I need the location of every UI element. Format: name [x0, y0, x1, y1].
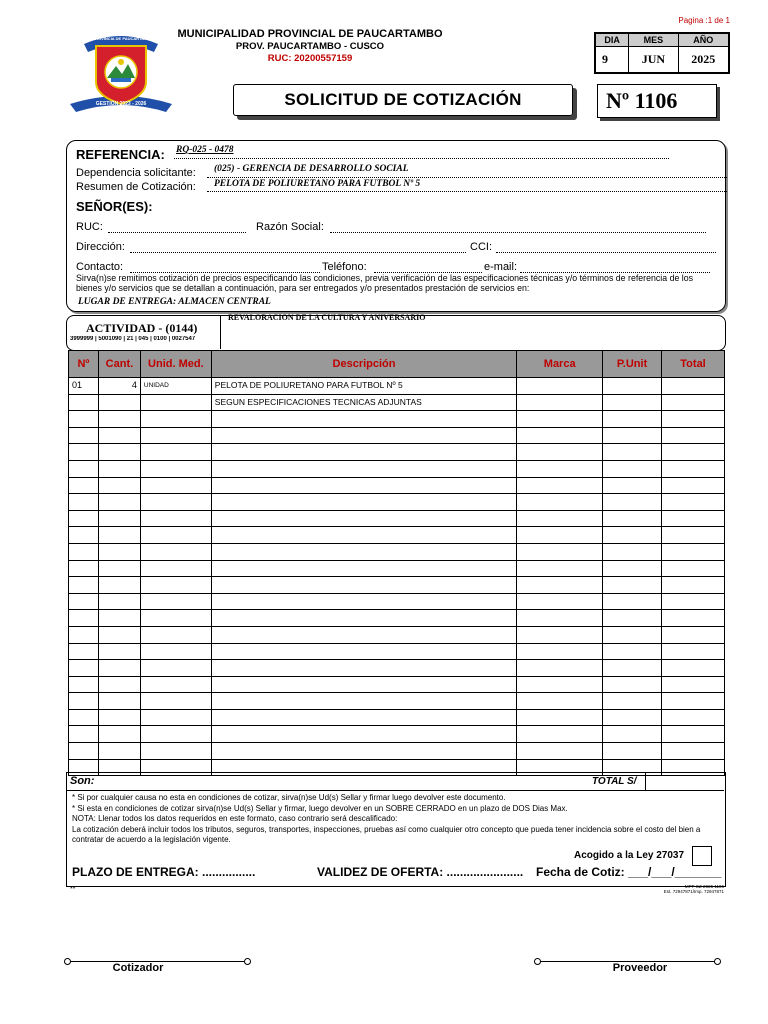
- cell-quantity: [98, 643, 140, 660]
- cell-total[interactable]: [662, 743, 725, 760]
- dependency-value: (025) - GERENCIA DE DESARROLLO SOCIAL: [214, 164, 409, 174]
- cell-number: [69, 543, 99, 560]
- col-header-number: Nº: [69, 351, 99, 378]
- document-number: Nº 1106: [597, 84, 717, 118]
- col-header-quantity: Cant.: [98, 351, 140, 378]
- acogido-checkbox[interactable]: [692, 846, 712, 866]
- table-row: [69, 693, 725, 710]
- table-row: [69, 494, 725, 511]
- cell-number: [69, 411, 99, 428]
- col-header-brand: Marca: [517, 351, 603, 378]
- cell-description: [211, 444, 516, 461]
- cell-quantity: [98, 427, 140, 444]
- cell-description: [211, 494, 516, 511]
- cell-quantity: 4: [98, 378, 140, 395]
- cell-number: [69, 693, 99, 710]
- org-name: MUNICIPALIDAD PROVINCIAL DE PAUCARTAMBO: [177, 28, 443, 40]
- cell-description: [211, 676, 516, 693]
- cell-unit-price[interactable]: [603, 676, 662, 693]
- cell-number: 01: [69, 378, 99, 395]
- cell-brand[interactable]: [517, 643, 603, 660]
- cell-brand[interactable]: [517, 560, 603, 577]
- cell-brand[interactable]: [517, 610, 603, 627]
- cci-label: CCI:: [470, 241, 492, 253]
- cell-description: [211, 560, 516, 577]
- cell-description: SEGUN ESPECIFICACIONES TECNICAS ADJUNTAS: [211, 394, 516, 411]
- cell-description: [211, 460, 516, 477]
- cell-quantity: [98, 510, 140, 527]
- cell-number: [69, 643, 99, 660]
- date-box: [594, 32, 730, 74]
- cell-total[interactable]: [662, 709, 725, 726]
- cell-unit: [140, 477, 211, 494]
- cell-description: [211, 626, 516, 643]
- cell-quantity: [98, 394, 140, 411]
- cell-quantity: [98, 660, 140, 677]
- table-row: [69, 726, 725, 743]
- page-info: Pagina :1 de 1: [678, 16, 730, 25]
- cell-unit: [140, 577, 211, 594]
- cell-total[interactable]: [662, 510, 725, 527]
- cell-unit-price[interactable]: [603, 577, 662, 594]
- cell-total[interactable]: [662, 394, 725, 411]
- table-row: [69, 394, 725, 411]
- cell-brand[interactable]: [517, 394, 603, 411]
- cotizador-label: Cotizador: [112, 962, 164, 974]
- note-3: NOTA: Llenar todos los datos requeridos en este formato, caso contrario será descalificado:: [72, 814, 398, 823]
- document-title: SOLICITUD DE COTIZACIÓN: [233, 84, 573, 116]
- cell-number: [69, 394, 99, 411]
- month-label: MES: [629, 34, 678, 47]
- phone-label: Teléfono:: [322, 261, 367, 273]
- cci-dots: [496, 248, 716, 253]
- offer-validity: VALIDEZ DE OFERTA: .......................: [317, 865, 524, 879]
- cell-unit-price[interactable]: [603, 743, 662, 760]
- cell-description: [211, 593, 516, 610]
- reference-dots: [174, 154, 669, 159]
- quote-date: Fecha de Cotiz: ___/___/_______: [536, 865, 722, 879]
- signature-dot-icon: [714, 958, 721, 965]
- cell-unit: [140, 411, 211, 428]
- cell-quantity: [98, 626, 140, 643]
- cell-unit: [140, 593, 211, 610]
- cell-brand[interactable]: [517, 477, 603, 494]
- cell-description: [211, 693, 516, 710]
- cell-number: [69, 676, 99, 693]
- year-label: AÑO: [678, 34, 729, 47]
- table-row: [69, 543, 725, 560]
- cell-total[interactable]: [662, 560, 725, 577]
- cell-unit-price[interactable]: [603, 510, 662, 527]
- cell-brand[interactable]: [517, 743, 603, 760]
- col-header-description: Descripción: [211, 351, 516, 378]
- delivery-term: PLAZO DE ENTREGA: ................: [72, 865, 256, 879]
- cell-unit: [140, 510, 211, 527]
- cell-brand[interactable]: [517, 527, 603, 544]
- table-row: [69, 709, 725, 726]
- table-row: [69, 527, 725, 544]
- cell-unit: [140, 494, 211, 511]
- footer-stars: **: [70, 886, 76, 893]
- cell-quantity: [98, 610, 140, 627]
- summary-label: Resumen de Cotización:: [76, 181, 196, 193]
- delivery-place: LUGAR DE ENTREGA: ALMACEN CENTRAL: [78, 297, 271, 307]
- cell-unit: [140, 610, 211, 627]
- cell-total[interactable]: [662, 593, 725, 610]
- cell-quantity: [98, 527, 140, 544]
- cell-brand[interactable]: [517, 693, 603, 710]
- cell-brand[interactable]: [517, 460, 603, 477]
- cell-unit-price[interactable]: [603, 477, 662, 494]
- cell-unit-price[interactable]: [603, 444, 662, 461]
- cell-number: [69, 743, 99, 760]
- cell-brand[interactable]: [517, 543, 603, 560]
- table-row: [69, 378, 725, 395]
- cell-brand[interactable]: [517, 577, 603, 594]
- son-label: Son:: [70, 775, 95, 787]
- cell-unit: UNIDAD: [140, 378, 211, 395]
- cell-description: [211, 577, 516, 594]
- table-row: [69, 510, 725, 527]
- table-row: [69, 477, 725, 494]
- address-dots: [130, 248, 466, 253]
- cell-description: [211, 709, 516, 726]
- cell-unit-price[interactable]: [603, 394, 662, 411]
- cell-unit: [140, 743, 211, 760]
- table-row: [69, 577, 725, 594]
- cell-unit: [140, 560, 211, 577]
- cell-description: PELOTA DE POLIURETANO PARA FUTBOL Nº 5: [211, 378, 516, 395]
- cell-number: [69, 494, 99, 511]
- table-row: [69, 427, 725, 444]
- table-header-row: [69, 351, 725, 378]
- print-reference-line-2: Est. 72947871/Imp. 72947871: [663, 889, 724, 894]
- province-line: PROV. PAUCARTAMBO - CUSCO: [235, 41, 385, 52]
- cell-unit-price[interactable]: [603, 460, 662, 477]
- cell-total[interactable]: [662, 543, 725, 560]
- cell-total[interactable]: [662, 693, 725, 710]
- cell-quantity: [98, 593, 140, 610]
- cell-total[interactable]: [662, 411, 725, 428]
- cell-brand[interactable]: [517, 510, 603, 527]
- cell-unit-price[interactable]: [603, 660, 662, 677]
- table-row: [69, 593, 725, 610]
- day-label: DIA: [596, 34, 629, 47]
- cell-brand[interactable]: [517, 378, 603, 395]
- cell-unit: [140, 693, 211, 710]
- dependency-label: Dependencia solicitante:: [76, 167, 196, 179]
- cell-brand[interactable]: [517, 676, 603, 693]
- cell-unit: [140, 726, 211, 743]
- cell-total[interactable]: [662, 527, 725, 544]
- cell-total[interactable]: [662, 577, 725, 594]
- cell-brand[interactable]: [517, 593, 603, 610]
- logo-bottom-text: GESTIÓN 2023 - 2026: [95, 101, 147, 107]
- reference-value: RQ-025 - 0478: [176, 145, 234, 155]
- cell-quantity: [98, 543, 140, 560]
- cell-unit-price[interactable]: [603, 427, 662, 444]
- cell-total[interactable]: [662, 477, 725, 494]
- cell-total[interactable]: [662, 444, 725, 461]
- cell-quantity: [98, 477, 140, 494]
- cell-quantity: [98, 743, 140, 760]
- col-header-unit-price: P.Unit: [603, 351, 662, 378]
- cell-number: [69, 709, 99, 726]
- cell-number: [69, 510, 99, 527]
- cell-brand[interactable]: [517, 660, 603, 677]
- cell-total[interactable]: [662, 626, 725, 643]
- activity-label: ACTIVIDAD - (0144): [86, 321, 198, 335]
- acogido-label: Acogido a la Ley 27037: [574, 850, 685, 861]
- cell-unit-price[interactable]: [603, 726, 662, 743]
- cell-total[interactable]: [662, 610, 725, 627]
- cell-quantity: [98, 676, 140, 693]
- cell-brand[interactable]: [517, 411, 603, 428]
- cell-number: [69, 610, 99, 627]
- table-row: [69, 676, 725, 693]
- note-1: * Si por cualquier causa no esta en condiciones de cotizar, sirva(n)se Ud(s) Sellar y firmar luego devolver este documento.: [72, 793, 506, 802]
- cell-unit-price[interactable]: [603, 693, 662, 710]
- activity-codes: 3999999 | 5001090 | 21 | 045 | 0100 | 0027547: [70, 336, 196, 342]
- total-label: TOTAL S/: [592, 776, 637, 787]
- instruction-text: Sirva(n)se remitimos cotización de precios especificando las condiciones, previa verificación de las especificaciones técnicas y/o términos de referencia de los bienes y/o servicios que se detallan a continuación, para ser entregados y/o presentados prestación de servicios en:: [76, 273, 694, 293]
- address-label: Dirección:: [76, 241, 125, 253]
- cell-quantity: [98, 693, 140, 710]
- logo-top-text: PROVINCIA DE PAUCARTAMBO: [92, 36, 154, 41]
- table-row: [69, 643, 725, 660]
- cell-number: [69, 527, 99, 544]
- print-reference: [640, 884, 724, 894]
- cell-unit-price[interactable]: [603, 494, 662, 511]
- cell-total[interactable]: [662, 427, 725, 444]
- cell-unit-price[interactable]: [603, 411, 662, 428]
- items-table: [68, 350, 725, 776]
- total-value-cell[interactable]: [645, 773, 725, 790]
- table-row: [69, 743, 725, 760]
- cell-brand[interactable]: [517, 709, 603, 726]
- activity-description: REVALORACION DE LA CULTURA Y ANIVERSARIO: [228, 313, 426, 322]
- cell-brand[interactable]: [517, 726, 603, 743]
- cell-unit-price[interactable]: [603, 560, 662, 577]
- ruc-line: RUC: 20200557159: [267, 53, 353, 64]
- activity-divider: [220, 315, 221, 349]
- cell-total[interactable]: [662, 660, 725, 677]
- cell-unit: [140, 709, 211, 726]
- note-4: La cotización deberá incluir todos los tributos, seguros, transportes, inspecciones, pruebas así como cualquier otro concepto que pueda tener incidencia sobre el costo del bien a contratar de acuerdo a la legislación vigente.: [72, 824, 701, 844]
- cell-description: [211, 543, 516, 560]
- cell-quantity: [98, 494, 140, 511]
- cell-unit: [140, 660, 211, 677]
- cell-description: [211, 743, 516, 760]
- proveedor-label: Proveedor: [612, 962, 668, 974]
- reference-label: REFERENCIA:: [76, 147, 165, 162]
- cell-brand[interactable]: [517, 626, 603, 643]
- cell-number: [69, 626, 99, 643]
- cell-total[interactable]: [662, 726, 725, 743]
- cell-unit-price[interactable]: [603, 378, 662, 395]
- cell-brand[interactable]: [517, 427, 603, 444]
- table-row: [69, 610, 725, 627]
- cell-unit: [140, 460, 211, 477]
- signature-dot-icon: [244, 958, 251, 965]
- table-row: [69, 444, 725, 461]
- col-header-total: Total: [662, 351, 725, 378]
- cell-unit: [140, 626, 211, 643]
- cell-unit: [140, 543, 211, 560]
- cell-description: [211, 610, 516, 627]
- cell-total[interactable]: [662, 494, 725, 511]
- cell-total[interactable]: [662, 378, 725, 395]
- cell-description: [211, 411, 516, 428]
- cell-description: [211, 510, 516, 527]
- contact-label: Contacto:: [76, 261, 124, 273]
- cell-total[interactable]: [662, 676, 725, 693]
- cell-unit: [140, 676, 211, 693]
- cell-quantity: [98, 560, 140, 577]
- note-2: * Si esta en condiciones de cotizar sirva(n)se Ud(s) Sellar y firmar, luego devolver en un SOBRE CERRADO en un plazo de DOS Dias Max.: [72, 803, 568, 813]
- cell-number: [69, 460, 99, 477]
- table-row: [69, 660, 725, 677]
- table-row: [69, 626, 725, 643]
- cell-unit: [140, 427, 211, 444]
- col-header-unit: Unid. Med.: [140, 351, 211, 378]
- cell-unit: [140, 643, 211, 660]
- cell-description: [211, 427, 516, 444]
- table-row: [69, 460, 725, 477]
- footer-divider: [66, 790, 724, 791]
- cell-unit-price[interactable]: [603, 643, 662, 660]
- cell-quantity: [98, 709, 140, 726]
- cell-description: [211, 726, 516, 743]
- cell-unit-price[interactable]: [603, 610, 662, 627]
- signature-dot-icon: [534, 958, 541, 965]
- cell-number: [69, 660, 99, 677]
- table-row: [69, 560, 725, 577]
- ruc-label: RUC:: [76, 221, 103, 233]
- cell-number: [69, 593, 99, 610]
- summary-value: PELOTA DE POLIURETANO PARA FUTBOL Nº 5: [214, 179, 421, 189]
- cell-quantity: [98, 460, 140, 477]
- cell-number: [69, 427, 99, 444]
- day-value: 9: [596, 47, 629, 73]
- razon-social-dots: [330, 228, 706, 233]
- cell-unit-price[interactable]: [603, 626, 662, 643]
- cell-description: [211, 477, 516, 494]
- senores-label: SEÑOR(ES):: [76, 199, 153, 214]
- cell-total[interactable]: [662, 643, 725, 660]
- cell-unit-price[interactable]: [603, 543, 662, 560]
- cell-quantity: [98, 444, 140, 461]
- month-value: JUN: [629, 47, 678, 73]
- table-row: [69, 411, 725, 428]
- cell-description: [211, 527, 516, 544]
- cell-quantity: [98, 577, 140, 594]
- cell-quantity: [98, 726, 140, 743]
- cell-number: [69, 560, 99, 577]
- cell-unit: [140, 527, 211, 544]
- cell-description: [211, 660, 516, 677]
- cell-total[interactable]: [662, 460, 725, 477]
- cell-unit-price[interactable]: [603, 593, 662, 610]
- email-label: e-mail:: [484, 261, 518, 273]
- print-reference-line-1: MPP CZ 2025 1106: [684, 884, 724, 889]
- cell-number: [69, 444, 99, 461]
- cell-quantity: [98, 411, 140, 428]
- cell-brand[interactable]: [517, 494, 603, 511]
- footer-notes: [72, 793, 722, 846]
- cell-number: [69, 577, 99, 594]
- ruc-dots: [108, 228, 246, 233]
- cell-unit-price[interactable]: [603, 709, 662, 726]
- razon-social-label: Razón Social:: [256, 221, 324, 233]
- cell-number: [69, 477, 99, 494]
- cell-unit: [140, 444, 211, 461]
- cell-number: [69, 726, 99, 743]
- cell-unit: [140, 394, 211, 411]
- cell-description: [211, 643, 516, 660]
- cell-unit-price[interactable]: [603, 527, 662, 544]
- year-value: 2025: [678, 47, 729, 73]
- cell-brand[interactable]: [517, 444, 603, 461]
